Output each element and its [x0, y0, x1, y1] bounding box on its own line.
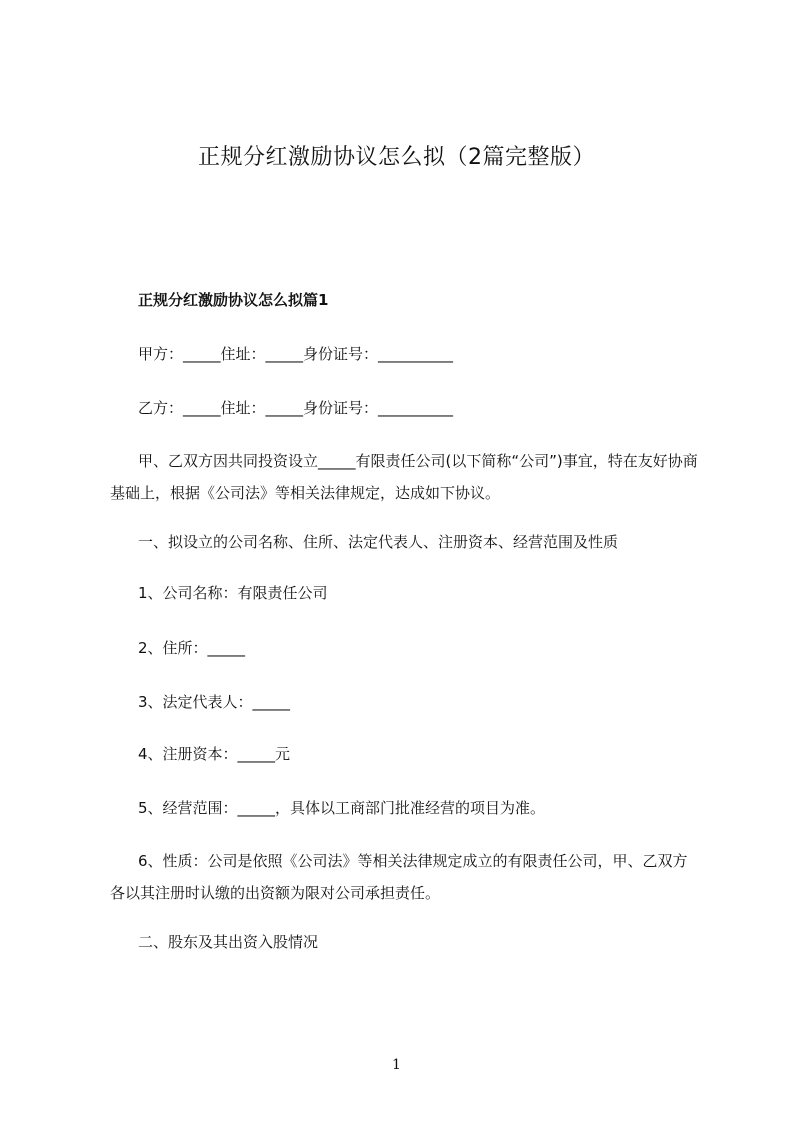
clause-1-heading: 一、拟设立的公司名称、住所、法定代表人、注册资本、经营范围及性质	[138, 533, 619, 551]
party-a-line: 甲方：_____住址：_____身份证号：__________	[138, 345, 454, 363]
clause-item-6: 6、性质：公司是依照《公司法》等相关法律规定成立的有限责任公司，甲、乙双方各以其注册时认缴的出资额为限对公司承担责任。	[110, 852, 688, 902]
page-number: 1	[392, 1057, 401, 1073]
section-heading: 正规分红激励协议怎么拟篇1	[138, 291, 329, 309]
clause-item-2: 2、住所：_____	[138, 639, 246, 657]
clause-item-3: 3、法定代表人：_____	[138, 693, 291, 711]
party-b-line: 乙方：_____住址：_____身份证号：__________	[138, 399, 454, 417]
clause-item-4: 4、注册资本：_____元	[138, 745, 291, 763]
clause-item-1: 1、公司名称：有限责任公司	[138, 584, 328, 602]
clause-item-5: 5、经营范围：_____，具体以工商部门批准经营的项目为准。	[138, 799, 546, 817]
intro-paragraph: 甲、乙双方因共同投资设立_____有限责任公司(以下简称“公司”)事宜，特在友好协商基础上，根据《公司法》等相关法律规定，达成如下协议。	[110, 452, 698, 502]
document-title: 正规分红激励协议怎么拟（2篇完整版）	[198, 145, 595, 170]
clause-2-heading: 二、股东及其出资入股情况	[138, 933, 319, 951]
